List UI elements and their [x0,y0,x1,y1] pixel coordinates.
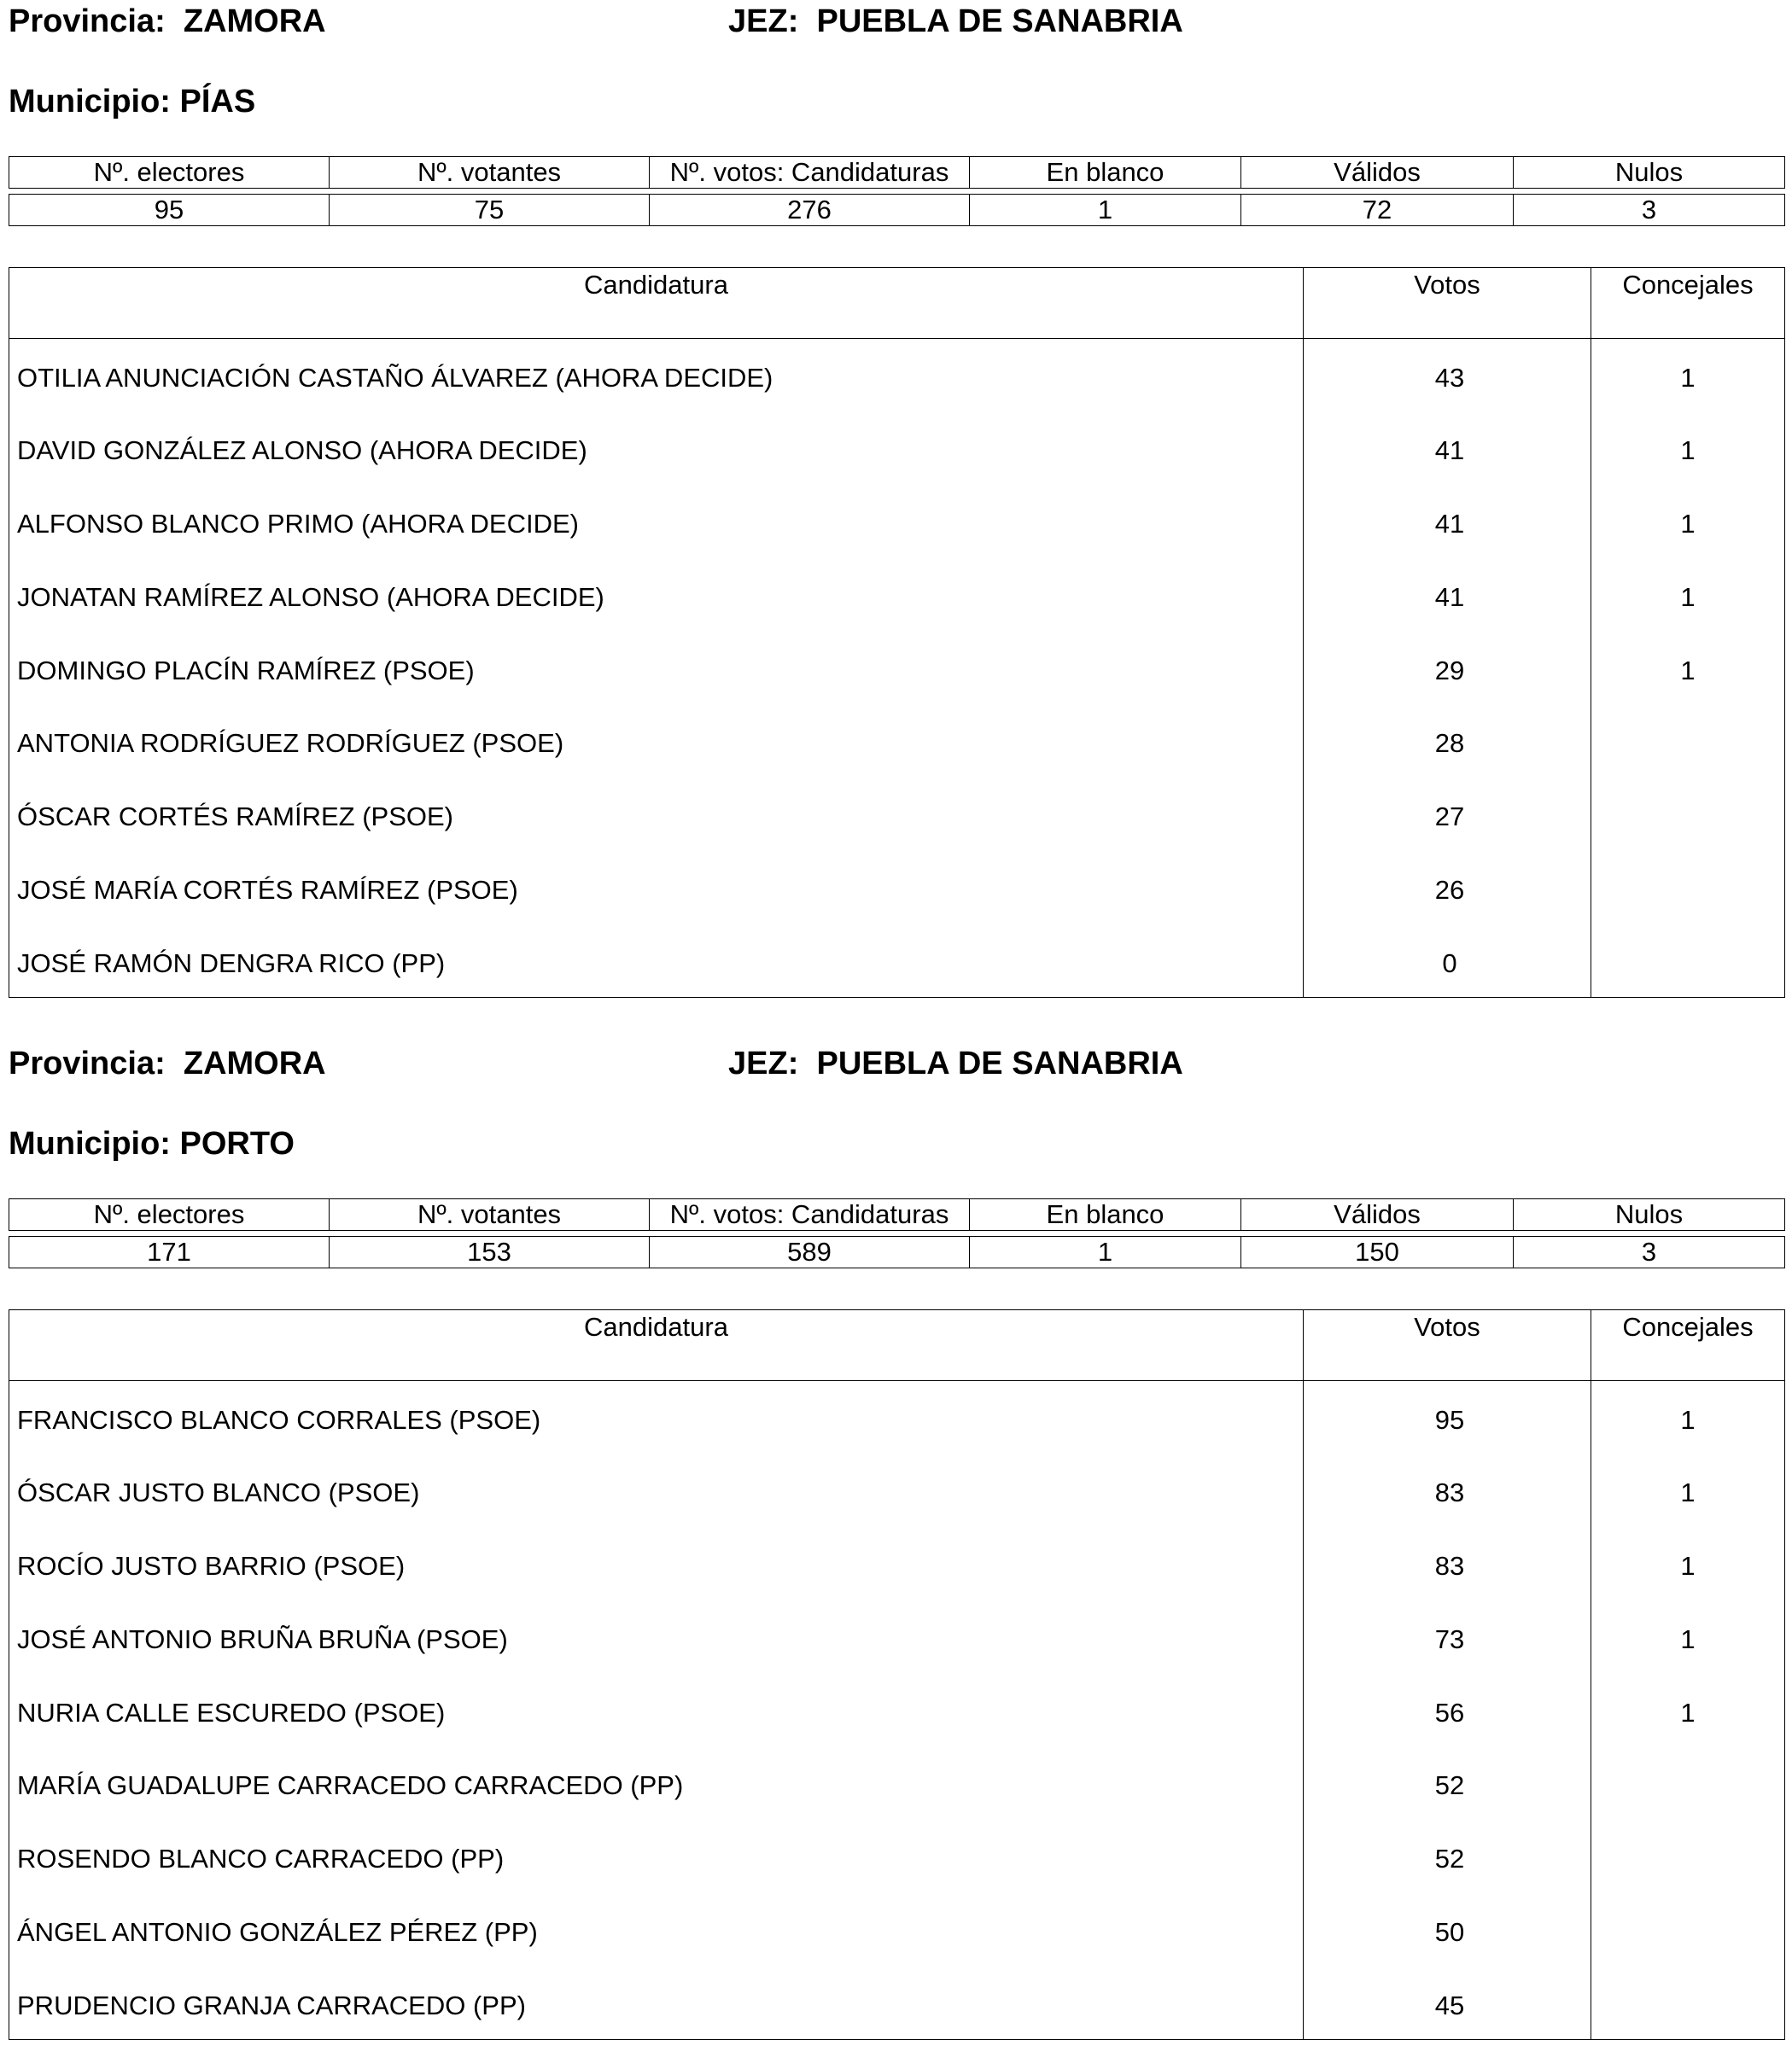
candidate-votos: 83 [1304,1454,1591,1527]
candidate-name: OTILIA ANUNCIACIÓN CASTAÑO ÁLVAREZ (AHORA DECIDE) [9,339,1304,412]
table-row [9,1600,1785,1674]
candidate-name: JOSÉ ANTONIO BRUÑA BRUÑA (PSOE) [9,1600,1304,1674]
candidate-name: DAVID GONZÁLEZ ALONSO (AHORA DECIDE) [9,411,1304,485]
summary-value-electores: 95 [9,195,330,226]
table-row [9,1820,1785,1893]
candidate-votos: 41 [1304,411,1591,485]
summary-value-en-blanco: 1 [970,195,1241,226]
summary-header-votantes: Nº. votantes [330,1199,650,1231]
summary-header-votantes: Nº. votantes [330,157,650,189]
candidate-concejales [1591,778,1785,851]
summary-value-validos: 72 [1241,195,1514,226]
candidate-concejales [1591,1893,1785,1967]
municipio-section [0,1042,1792,2046]
table-row [9,778,1785,851]
candidate-votos: 0 [1304,924,1591,998]
table-row [9,485,1785,558]
summary-header-nulos: Nulos [1514,1199,1785,1231]
candidate-concejales: 1 [1591,1674,1785,1747]
candidate-votos: 45 [1304,1967,1591,2040]
candidate-concejales [1591,704,1785,778]
candidate-concejales [1591,924,1785,998]
candidate-name: ROCÍO JUSTO BARRIO (PSOE) [9,1527,1304,1600]
candidate-name: FRANCISCO BLANCO CORRALES (PSOE) [9,1381,1304,1454]
summary-header-row [9,156,1785,189]
candidate-concejales [1591,1820,1785,1893]
candidate-concejales: 1 [1591,485,1785,558]
table-row [9,704,1785,778]
municipio-section [0,0,1792,999]
table-row [9,558,1785,632]
table-row [9,1746,1785,1820]
candidate-name: JOSÉ MARÍA CORTÉS RAMÍREZ (PSOE) [9,851,1304,924]
provincia-heading: Provincia: ZAMORA [9,1046,326,1081]
summary-value-electores: 171 [9,1237,330,1268]
candidate-votos: 50 [1304,1893,1591,1967]
summary-value-validos: 150 [1241,1237,1514,1268]
table-row [9,1893,1785,1967]
candidate-votos: 29 [1304,632,1591,705]
candidate-concejales: 1 [1591,339,1785,412]
summary-header-validos: Válidos [1241,157,1514,189]
candidate-votos: 73 [1304,1600,1591,1674]
candidate-votos: 26 [1304,851,1591,924]
summary-value-votos-candidaturas: 589 [650,1237,970,1268]
section-header [0,1044,1792,1083]
results-header-candidatura: Candidatura [9,1310,1304,1381]
results-header-votos: Votos [1304,268,1591,339]
results-table [9,1309,1785,2040]
summary-values-row [9,194,1785,226]
candidate-votos: 83 [1304,1527,1591,1600]
table-row [9,1381,1785,1454]
table-row [9,1527,1785,1600]
results-header-concejales: Concejales [1591,268,1785,339]
summary-table [0,156,1792,233]
summary-table [0,1198,1792,1275]
results-table [9,267,1785,998]
candidate-name: MARÍA GUADALUPE CARRACEDO CARRACEDO (PP) [9,1746,1304,1820]
candidate-name: JONATAN RAMÍREZ ALONSO (AHORA DECIDE) [9,558,1304,632]
candidate-name: ÓSCAR JUSTO BLANCO (PSOE) [9,1454,1304,1527]
candidate-name: NURIA CALLE ESCUREDO (PSOE) [9,1674,1304,1747]
candidate-votos: 52 [1304,1820,1591,1893]
summary-header-en-blanco: En blanco [970,1199,1241,1231]
summary-header-votos-candidaturas: Nº. votos: Candidaturas [650,157,970,189]
candidate-concejales: 1 [1591,1600,1785,1674]
table-row [9,1967,1785,2040]
summary-values-row [9,1236,1785,1268]
summary-header-validos: Válidos [1241,1199,1514,1231]
summary-header-row [9,1198,1785,1231]
summary-value-nulos: 3 [1514,1237,1785,1268]
candidate-concejales [1591,851,1785,924]
jez-heading: JEZ: PUEBLA DE SANABRIA [728,1046,1183,1081]
candidate-name: ALFONSO BLANCO PRIMO (AHORA DECIDE) [9,485,1304,558]
candidate-concejales [1591,1967,1785,2040]
candidate-name: ÁNGEL ANTONIO GONZÁLEZ PÉREZ (PP) [9,1893,1304,1967]
candidate-concejales: 1 [1591,411,1785,485]
municipio-heading: Municipio: PÍAS [9,84,256,119]
section-header [0,2,1792,41]
candidate-name: ROSENDO BLANCO CARRACEDO (PP) [9,1820,1304,1893]
summary-header-en-blanco: En blanco [970,157,1241,189]
candidate-concejales: 1 [1591,558,1785,632]
summary-value-nulos: 3 [1514,195,1785,226]
table-row [9,1454,1785,1527]
municipio-heading: Municipio: PORTO [9,1126,295,1162]
table-row [9,339,1785,412]
results-header-candidatura: Candidatura [9,268,1304,339]
provincia-heading: Provincia: ZAMORA [9,3,326,39]
candidate-name: JOSÉ RAMÓN DENGRA RICO (PP) [9,924,1304,998]
candidate-votos: 52 [1304,1746,1591,1820]
candidate-votos: 43 [1304,339,1591,412]
results-header-votos: Votos [1304,1310,1591,1381]
summary-header-votos-candidaturas: Nº. votos: Candidaturas [650,1199,970,1231]
summary-value-en-blanco: 1 [970,1237,1241,1268]
candidate-votos: 28 [1304,704,1591,778]
results-header-concejales: Concejales [1591,1310,1785,1381]
candidate-concejales: 1 [1591,632,1785,705]
table-row [9,411,1785,485]
candidate-concejales: 1 [1591,1381,1785,1454]
table-row [9,632,1785,705]
summary-header-electores: Nº. electores [9,1199,330,1231]
summary-header-electores: Nº. electores [9,157,330,189]
candidate-votos: 27 [1304,778,1591,851]
summary-value-votantes: 153 [330,1237,650,1268]
candidate-votos: 56 [1304,1674,1591,1747]
candidate-votos: 95 [1304,1381,1591,1454]
candidate-concejales: 1 [1591,1454,1785,1527]
candidate-concejales [1591,1746,1785,1820]
candidate-name: PRUDENCIO GRANJA CARRACEDO (PP) [9,1967,1304,2040]
candidate-name: ANTONIA RODRÍGUEZ RODRÍGUEZ (PSOE) [9,704,1304,778]
summary-header-nulos: Nulos [1514,157,1785,189]
table-row [9,851,1785,924]
table-row [9,1674,1785,1747]
candidate-name: ÓSCAR CORTÉS RAMÍREZ (PSOE) [9,778,1304,851]
summary-value-votantes: 75 [330,195,650,226]
candidate-concejales: 1 [1591,1527,1785,1600]
candidate-votos: 41 [1304,485,1591,558]
candidate-name: DOMINGO PLACÍN RAMÍREZ (PSOE) [9,632,1304,705]
table-row [9,924,1785,998]
candidate-votos: 41 [1304,558,1591,632]
summary-value-votos-candidaturas: 276 [650,195,970,226]
jez-heading: JEZ: PUEBLA DE SANABRIA [728,3,1183,39]
